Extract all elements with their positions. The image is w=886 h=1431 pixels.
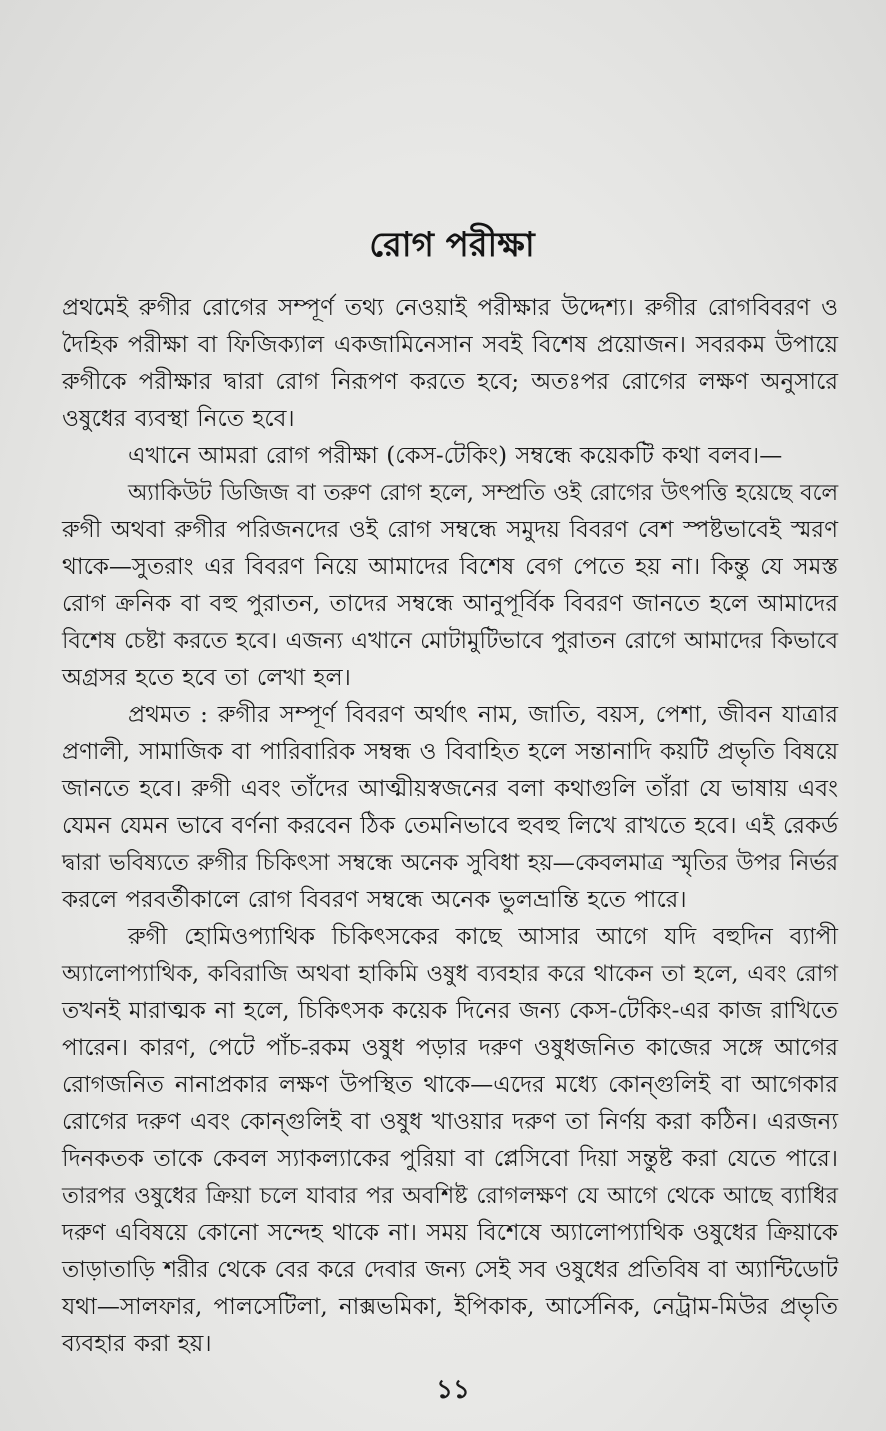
body-line: পারেন। কারণ, পেটে পাঁচ-রকম ওষুধ পড়ার দরুণ ওষুধজনিত কাজের সঙ্গে আগের xyxy=(62,1035,838,1061)
body-line: প্রণালী, সামাজিক বা পারিবারিক সম্বন্ধ ও বিবাহিত হলে সন্তানাদি কয়টি প্রভৃতি বিষয়ে xyxy=(62,739,838,765)
body-line: রুগী অথবা রুগীর পরিজনদের ওই রোগ সম্বন্ধে সমুদয় বিবরণ বেশ স্পষ্টভাবেই স্মরণ xyxy=(62,517,838,543)
body-line: অ্যাকিউট ডিজিজ বা তরুণ রোগ হলে, সম্প্রতি ওই রোগের উৎপত্তি হয়েছে বলে xyxy=(128,480,838,506)
body-line: থাকে—সুতরাং এর বিবরণ নিয়ে আমাদের বিশেষ বেগ পেতে হয় না। কিন্তু যে সমস্ত xyxy=(62,554,838,580)
body-line: তারপর ওষুধের ক্রিয়া চলে যাবার পর অবশিষ্ট রোগলক্ষণ যে আগে থেকে আছে ব্যাধির xyxy=(62,1183,838,1209)
body-line: প্রথমত : রুগীর সম্পূর্ণ বিবরণ অর্থাৎ নাম, জাতি, বয়স, পেশা, জীবন যাত্রার xyxy=(128,702,838,728)
body-line: রোগের দরুণ এবং কোন্‌গুলিই বা ওষুধ খাওয়ার দরুণ তা নির্ণয় করা কঠিন। এরজন্য xyxy=(62,1109,838,1135)
body-line: ব্যবহার করা হয়। xyxy=(62,1331,212,1357)
body-line: প্রথমেই রুগীর রোগের সম্পূর্ণ তথ্য নেওয়াই পরীক্ষার উদ্দেশ্য। রুগীর রোগবিবরণ ও xyxy=(62,295,838,321)
body-line: বিশেষ চেষ্টা করতে হবে। এজন্য এখানে মোটামুটিভাবে পুরাতন রোগে আমাদের কিভাবে xyxy=(62,628,838,654)
paragraph-intro xyxy=(62,290,838,438)
body-line: রুগীকে পরীক্ষার দ্বারা রোগ নিরূপণ করতে হবে; অতঃপর রোগের লক্ষণ অনুসারে xyxy=(62,369,838,395)
body-line: যেমন যেমন ভাবে বর্ণনা করবেন ঠিক তেমনিভাবে হুবহু লিখে রাখতে হবে। এই রেকর্ড xyxy=(62,813,838,839)
page-title: রোগ পরীক্ষা xyxy=(369,225,535,265)
body-line: দৈহিক পরীক্ষা বা ফিজিক্যাল একজামিনেসান সবই বিশেষ প্রয়োজন। সবরকম উপায়ে xyxy=(62,332,838,358)
paragraph-acute-chronic xyxy=(62,475,838,697)
body-text xyxy=(62,290,838,1363)
body-line: করলে পরবর্তীকালে রোগ বিবরণ সম্বন্ধে অনেক ভুলভ্রান্তি হতে পারে। xyxy=(62,887,687,913)
paragraph-case-taking xyxy=(62,438,838,475)
body-line: দিনকতক তাকে কেবল স্যাকল্যাকের পুরিয়া বা প্লেসিবো দিয়া সন্তুষ্ট করা যেতে পারে। xyxy=(62,1146,838,1172)
paragraph-prior-treatment xyxy=(62,919,838,1363)
body-line: জানতে হবে। রুগী এবং তাঁদের আত্মীয়স্বজনের বলা কথাগুলি তাঁরা যে ভাষায় এবং xyxy=(62,776,838,802)
body-line: যথা—সালফার, পালসেটিলা, নাক্সভমিকা, ইপিকাক, আর্সেনিক, নেট্রাম-মিউর প্রভৃতি xyxy=(62,1294,838,1320)
page-number: ১১ xyxy=(436,1375,470,1405)
body-line: তাড়াতাড়ি শরীর থেকে বের করে দেবার জন্য সেই সব ওষুধের প্রতিবিষ বা অ্যান্টিডোট xyxy=(62,1257,838,1283)
body-line: রোগজনিত নানাপ্রকার লক্ষণ উপস্থিত থাকে—এদের মধ্যে কোন্‌গুলিই বা আগেকার xyxy=(62,1072,838,1098)
body-line: এখানে আমরা রোগ পরীক্ষা (কেস-টেকিং) সম্বন্ধে কয়েকটি কথা বলব।— xyxy=(128,443,783,469)
body-line: রোগ ক্রনিক বা বহু পুরাতন, তাদের সম্বন্ধে আনুপূর্বিক বিবরণ জানতে হলে আমাদের xyxy=(62,591,838,617)
paragraph-first-step xyxy=(62,697,838,919)
body-line: তখনই মারাত্মক না হলে, চিকিৎসক কয়েক দিনের জন্য কেস-টেকিং-এর কাজ রাখিতে xyxy=(62,998,838,1024)
body-line: রুগী হোমিওপ্যাথিক চিকিৎসকের কাছে আসার আগে যদি বহুদিন ব্যাপী xyxy=(128,924,838,950)
body-line: দ্বারা ভবিষ্যতে রুগীর চিকিৎসা সম্বন্ধে অনেক সুবিধা হয়—কেবলমাত্র স্মৃতির উপর নির্ভর xyxy=(62,850,838,876)
body-line: ওষুধের ব্যবস্থা নিতে হবে। xyxy=(62,406,295,432)
body-line: দরুণ এবিষয়ে কোনো সন্দেহ থাকে না। সময় বিশেষে অ্যালোপ্যাথিক ওষুধের ক্রিয়াকে xyxy=(62,1220,838,1246)
body-line: অগ্রসর হতে হবে তা লেখা হল। xyxy=(62,665,351,691)
body-line: অ্যালোপ্যাথিক, কবিরাজি অথবা হাকিমি ওষুধ ব্যবহার করে থাকেন তা হলে, এবং রোগ xyxy=(62,961,838,987)
